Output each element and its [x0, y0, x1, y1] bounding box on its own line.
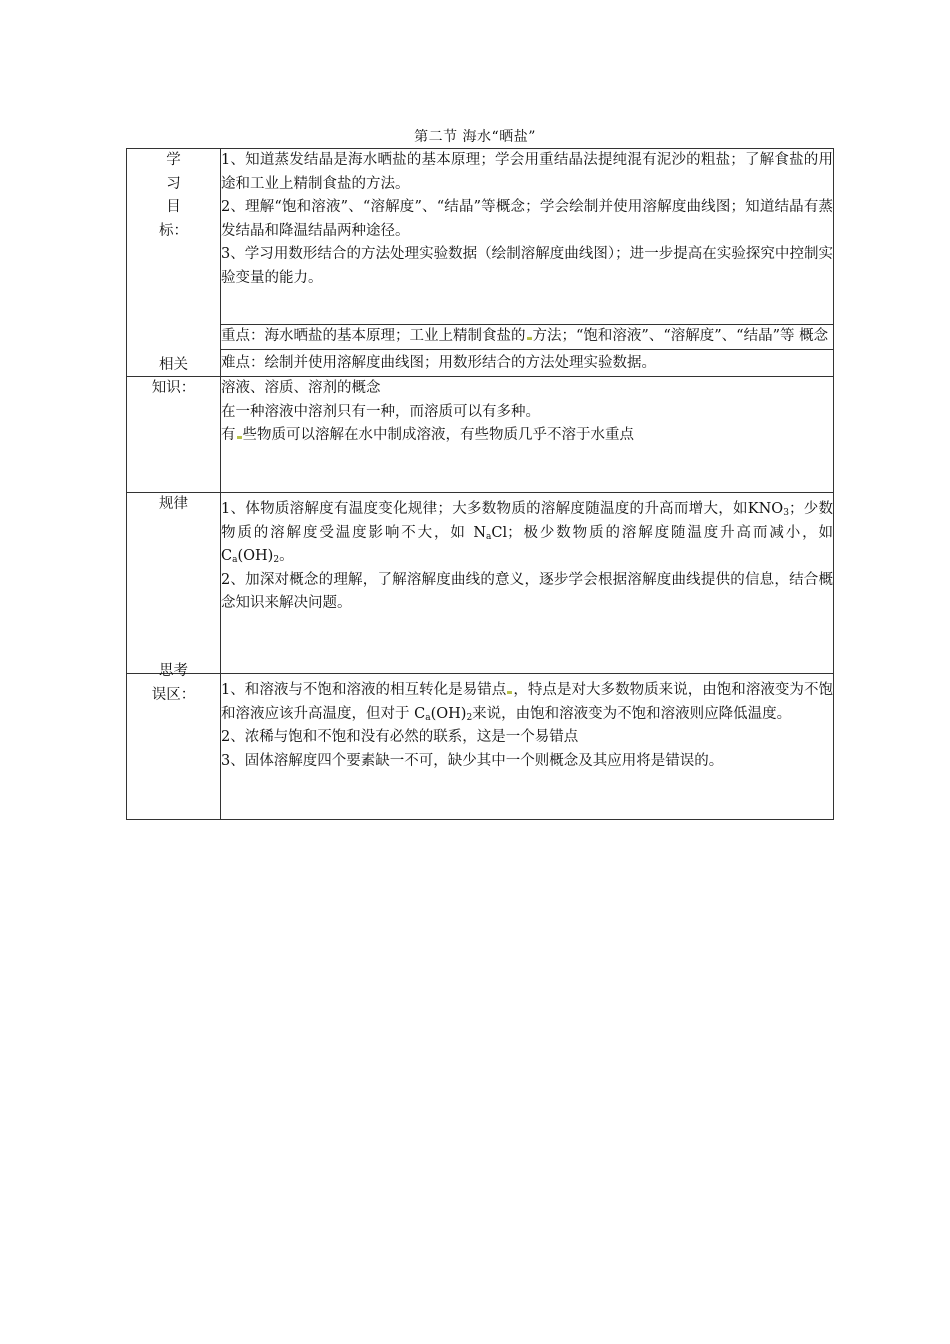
key-points-text: 重点：海水晒盐的基本原理；工业上精制食盐的 方法；“饱和溶液”、“溶解度”、“结晶”等 概念 [221, 328, 829, 344]
goals-label: 学 习 目 标： [159, 152, 188, 239]
rule-item: 2、加深对概念的理解，了解溶解度曲线的意义，逐步学会根据溶解度曲线提供的信息，结合概念知识来解决问题。 [221, 571, 833, 611]
rules-label: 规律 [159, 496, 188, 512]
goals-row [127, 149, 834, 325]
rule-item: 1、体物质溶解度有温度变化规律；大多数物质的溶解度随温度的升高而增大，如$KNO_3$；少数物质的溶解度受温度影响不大，如 $N_aCl$；极少数物质的溶解度随温度升高而减小，如 $C_a(OH)_2$。 [221, 501, 834, 565]
related-line: 有 些物质可以溶解在水中制成溶液，有些物质几乎不溶于水重点 [221, 427, 634, 443]
rules-row [127, 493, 834, 674]
misconceptions-content [221, 674, 834, 820]
misconception-item: 2、浓稀与饱和不饱和没有必然的联系，这是一个易错点 [221, 729, 579, 745]
goal-item: 2、理解“饱和溶液”、“溶解度”、“结晶”等概念；学会绘制并使用溶解度曲线图；知道结晶有蒸发结晶和降温结晶两种途径。 [221, 199, 833, 239]
related-content [221, 377, 834, 493]
related-label-cell [127, 356, 221, 493]
misconceptions-row [127, 674, 834, 820]
lesson-table [126, 148, 834, 820]
misconception-item: 3、固体溶解度四个要素缺一不可，缺少其中一个则概念及其应用将是错误的。 [221, 752, 724, 769]
related-line: 在一种溶液中溶剂只有一种，而溶质可以有多种。 [221, 403, 540, 420]
key-points-content [221, 325, 834, 350]
rules-content [221, 493, 834, 674]
goals-label-cell [127, 149, 221, 377]
rules-label-cell [127, 493, 221, 674]
difficulties-row [127, 349, 834, 377]
page-title: 第二节 海水“晒盐” [414, 129, 536, 145]
misconception-item: 1、和溶液与不饱和溶液的相互转化是易错点 ，特点是对大多数物质来说，由饱和溶液变为不饱和溶液应该升高温度，但对于 $C_a(OH)_2$来说，由饱和溶液变为不饱和溶液则应降低温度。 [221, 682, 833, 723]
goal-item: 3、学习用数形结合的方法处理实验数据（绘制溶解度曲线图）；进一步提高在实验探究中控制实验变量的能力。 [221, 246, 833, 286]
difficulties-content [221, 349, 834, 377]
related-label: 相关 知识： [151, 356, 196, 396]
related-line: 溶液、溶质、溶剂的概念 [221, 380, 381, 396]
highlight-mark [237, 436, 242, 439]
highlight-mark [527, 337, 532, 340]
difficulties-text: 难点：绘制并使用溶解度曲线图；用数形结合的方法处理实验数据。 [221, 354, 656, 371]
misconceptions-label: 思考 误区： [151, 663, 196, 703]
key-points-row [127, 325, 834, 350]
goals-content [221, 149, 834, 325]
highlight-mark [507, 691, 512, 694]
related-row [127, 377, 834, 493]
misconceptions-label-cell [127, 663, 221, 820]
goal-item: 1、知道蒸发结晶是海水晒盐的基本原理；学会用重结晶法提纯混有泥沙的粗盐；了解食盐的用途和工业上精制食盐的方法。 [221, 152, 833, 192]
